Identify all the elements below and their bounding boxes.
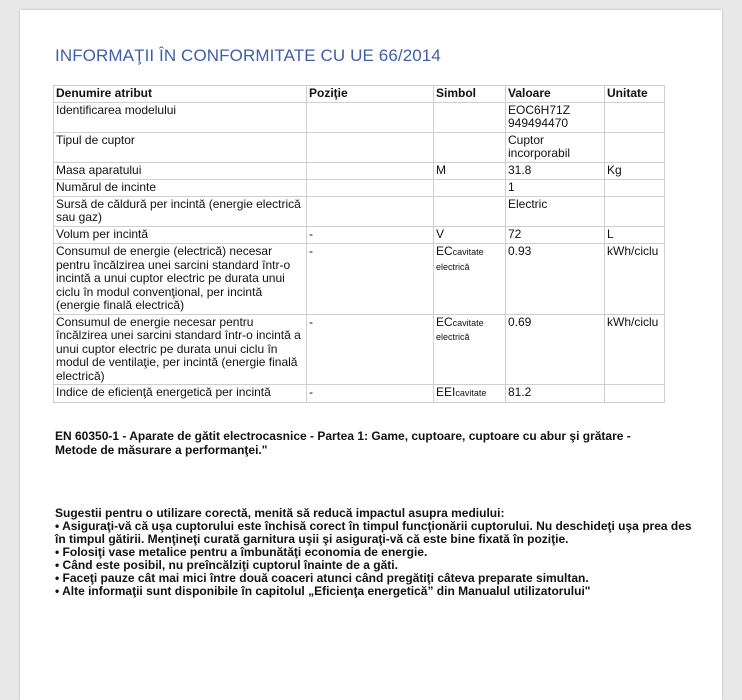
unit-text: L bbox=[607, 226, 614, 241]
sym-sub-text: cavitate bbox=[455, 388, 487, 398]
pos-text: - bbox=[309, 314, 313, 329]
cell-attr bbox=[54, 385, 307, 403]
cell-unit bbox=[605, 180, 665, 197]
sym-text: M bbox=[436, 162, 446, 177]
cell-attr bbox=[54, 196, 307, 226]
cell-attr bbox=[54, 314, 307, 385]
cell-sym bbox=[434, 226, 506, 244]
cell-unit bbox=[605, 132, 665, 162]
cell-sym bbox=[434, 314, 506, 385]
sym-text: EEI bbox=[436, 385, 456, 399]
cell-attr bbox=[54, 244, 307, 315]
table-row bbox=[54, 314, 665, 385]
cell-val bbox=[506, 102, 605, 132]
table-row bbox=[54, 132, 665, 162]
cell-unit bbox=[605, 385, 665, 403]
attr-text: Consumul de energie necesar pentru încălzirea unei sarcini standard într-o incintă a unui cuptor electric pe durata unui ciclu în modul de ventilaţie, per incintă (energie finală electrică) bbox=[56, 314, 301, 383]
document-page bbox=[20, 10, 722, 700]
cell-sym bbox=[434, 162, 506, 180]
cell-val bbox=[506, 385, 605, 403]
tip-item: • Folosiţi vase metalice pentru a îmbunătăţi economia de energie. bbox=[55, 545, 428, 559]
cell-attr bbox=[54, 102, 307, 132]
standard-reference: EN 60350-1 - Aparate de gătit electrocasnice - Partea 1: Game, cuptoare, cuptoare cu abur şi grătare - Metode de măsurare a performanţei." bbox=[55, 429, 631, 457]
cell-unit bbox=[605, 244, 665, 315]
pos-text: - bbox=[309, 244, 313, 258]
eco-tips bbox=[55, 507, 695, 598]
header-attr: Denumire atribut bbox=[54, 86, 307, 103]
cell-pos bbox=[307, 132, 434, 162]
cell-pos bbox=[307, 102, 434, 132]
cell-pos bbox=[307, 226, 434, 244]
cell-pos bbox=[307, 162, 434, 180]
sym-sub-text: cavitate bbox=[452, 247, 484, 257]
cell-sym bbox=[434, 385, 506, 403]
val-text: 72 bbox=[508, 226, 522, 241]
tip-item: • Asiguraţi-vă că uşa cuptorului este închisă corect în timpul funcţionării cuptorului. Nu deschideţi uşa prea des în timpul gătirii. Menţineţi curată garnitura uşii şi asiguraţi-vă că este bine fixată în poziţie. bbox=[55, 519, 692, 546]
header-pos: Poziţie bbox=[307, 86, 434, 103]
cell-pos bbox=[307, 244, 434, 315]
header-unit: Unitate bbox=[605, 86, 665, 103]
attr-text: Numărul de incinte bbox=[56, 180, 157, 194]
unit-text: kWh/ciclu bbox=[607, 314, 659, 329]
table-row bbox=[54, 180, 665, 197]
sym-text: V bbox=[436, 226, 445, 241]
attr-text: Volum per incintă bbox=[56, 226, 149, 241]
attr-text: Tipul de cuptor bbox=[56, 132, 135, 147]
cell-attr bbox=[54, 162, 307, 180]
table-row bbox=[54, 244, 665, 315]
sym-text: EC bbox=[436, 314, 453, 329]
spec-table bbox=[53, 85, 665, 403]
attr-text: Identificarea modelului bbox=[56, 102, 177, 117]
cell-sym bbox=[434, 102, 506, 132]
cell-val bbox=[506, 162, 605, 180]
attr-text: Masa aparatului bbox=[56, 162, 142, 177]
tips-heading: Sugestii pentru o utilizare corectă, menită să reducă impactul asupra mediului: bbox=[55, 506, 505, 520]
tip-item: • Alte informaţii sunt disponibile în capitolul „Eficienţa energetică” din Manualul utilizatorului" bbox=[55, 584, 591, 598]
pos-text: - bbox=[309, 226, 313, 241]
header-val: Valoare bbox=[506, 86, 605, 103]
cell-val bbox=[506, 180, 605, 197]
cell-sym bbox=[434, 244, 506, 315]
table-row bbox=[54, 162, 665, 180]
cell-unit bbox=[605, 102, 665, 132]
cell-unit bbox=[605, 226, 665, 244]
table-row bbox=[54, 226, 665, 244]
cell-pos bbox=[307, 180, 434, 197]
cell-val bbox=[506, 132, 605, 162]
cell-attr bbox=[54, 132, 307, 162]
table-body bbox=[54, 102, 665, 402]
cell-unit bbox=[605, 314, 665, 385]
cell-unit bbox=[605, 196, 665, 226]
table-row bbox=[54, 385, 665, 403]
tip-item: • Când este posibil, nu preîncălziţi cuptorul înainte de a găti. bbox=[55, 558, 398, 572]
cell-sym bbox=[434, 132, 506, 162]
val-text: EOC6H71Z bbox=[508, 102, 571, 117]
cell-pos bbox=[307, 385, 434, 403]
unit-text: kWh/ciclu bbox=[607, 244, 659, 258]
table-row bbox=[54, 196, 665, 226]
cell-attr bbox=[54, 180, 307, 197]
tip-item: • Faceţi pauze cât mai mici între două coaceri atunci când pregătiţi câteva preparate simultan. bbox=[55, 571, 589, 585]
pos-text: - bbox=[309, 385, 313, 399]
table-row bbox=[54, 102, 665, 132]
sym-text: EC bbox=[436, 244, 453, 258]
val-text: 1 bbox=[508, 180, 515, 194]
cell-sym bbox=[434, 180, 506, 197]
attr-text: Sursă de căldură per incintă (energie electrică sau gaz) bbox=[56, 196, 301, 224]
table-header-row bbox=[54, 86, 665, 103]
cell-val bbox=[506, 314, 605, 385]
cell-val bbox=[506, 244, 605, 315]
unit-text: Kg bbox=[607, 162, 622, 177]
cell-unit bbox=[605, 162, 665, 180]
attr-text: Indice de eficienţă energetică per incintă bbox=[56, 385, 271, 399]
val-text: Cuptor bbox=[508, 132, 545, 147]
cell-pos bbox=[307, 314, 434, 385]
val-text: Electric bbox=[508, 196, 548, 211]
cell-sym bbox=[434, 196, 506, 226]
val-text: 0.69 bbox=[508, 314, 532, 329]
cell-pos bbox=[307, 196, 434, 226]
sym-sub2-text: electrică bbox=[436, 261, 470, 272]
cell-val bbox=[506, 196, 605, 226]
val2-text: 949494470 bbox=[508, 116, 569, 130]
attr-text: Consumul de energie (electrică) necesar pentru încălzirea unei sarcini standard într-o incintă a unui cuptor electric pe durata unui ciclu în modul convenţional, per incintă (energie finală electrică) bbox=[56, 244, 291, 312]
val-text: 0.93 bbox=[508, 244, 532, 258]
val-text: 81.2 bbox=[508, 385, 532, 399]
header-sym: Simbol bbox=[434, 86, 506, 103]
sym-sub-text: cavitate bbox=[452, 317, 484, 328]
sym-sub2-text: electrică bbox=[436, 332, 470, 342]
cell-attr bbox=[54, 226, 307, 244]
val-text: 31.8 bbox=[508, 162, 532, 177]
page-title: INFORMAŢII ÎN CONFORMITATE CU UE 66/2014 bbox=[55, 46, 441, 65]
cell-val bbox=[506, 226, 605, 244]
val2-text: incorporabil bbox=[508, 146, 571, 160]
